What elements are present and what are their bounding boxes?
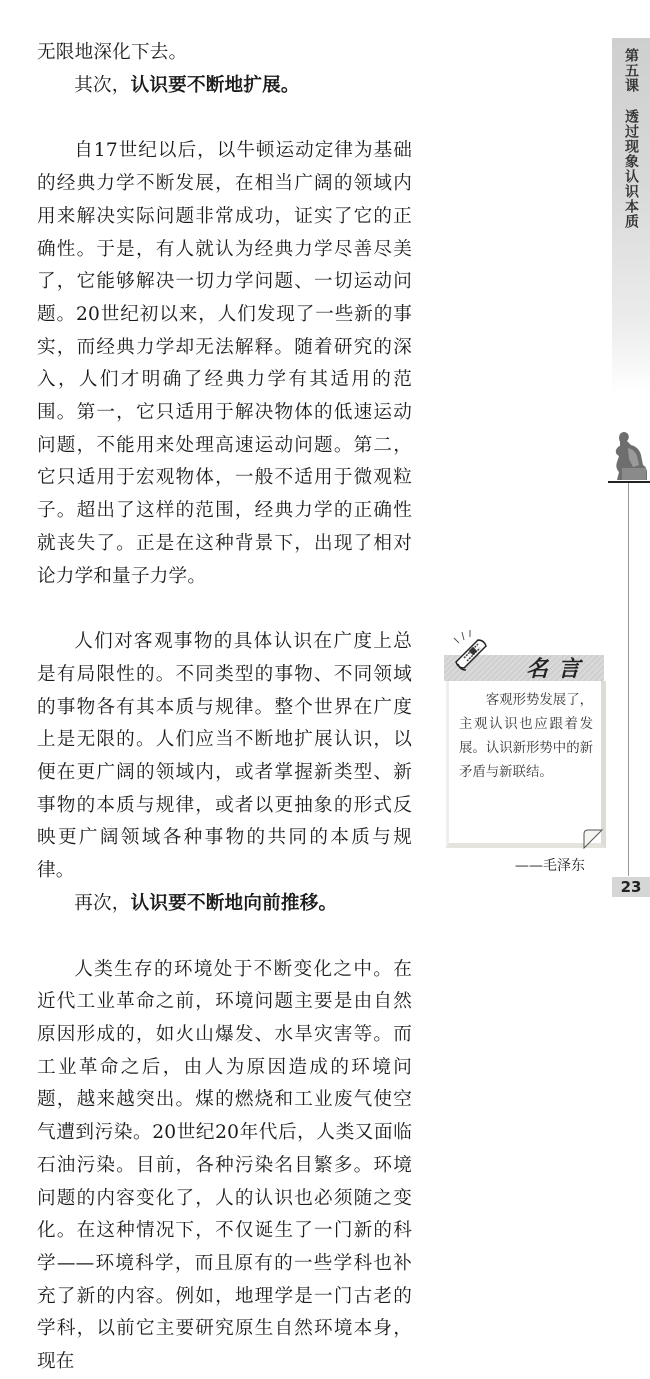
lesson-title: 透过现象认识本质 [623,109,639,229]
main-text-column [37,37,412,1379]
quote-title: 名言 [525,657,590,682]
chapter-tab-text [612,48,650,229]
spacer [37,102,412,135]
body-paragraph-breadth: 人们对客观事物的具体认识在广度上总是有局限性的。不同类型的事物、不同领域的事物各有其本质与规律。整个世界在广度上是无限的。人们应当不断地扩展认识，以便在更广阔的领域内，或者掌握新类型、新事物的本质与规律，或者以更抽象的形式反映更广阔领域各种事物的共同的本质与规律。 [37,631,412,882]
heading-bold-text: 认识要不断地向前推移。 [130,892,338,914]
famous-quote-box [444,628,604,874]
thinker-statue-icon [606,428,650,480]
section-heading-expand [37,70,412,103]
quote-body-box [446,681,606,874]
example-environment: 人类生存的环境处于不断变化之中。在近代工业革命之前，环境问题主要是由自然原因形成的，如火山爆发、水旱灾害等。而工业革命之后，由人为原因造成的环境问题，越来越突出。煤的燃烧和工业废气使空气遭到污染。20世纪20年代后，人类又面临石油污染。目前，各种污染名目繁多。环境问题的内容变化了，人的认识也必须随之变化。在这种情况下，不仅诞生了一门新的科学——环境科学，而且原有的一些学科也补充了新的内容。例如，地理学是一门古老的学科，以前它主要研究原生自然环境本身，现在 [37,958,412,1373]
heading-prefix: 再次， [74,892,131,914]
heading-bold-text: 认识要不断地扩展。 [130,74,300,96]
lesson-label: 第五课 [623,48,639,93]
continued-text: 无限地深化下去。 [37,42,188,63]
spacer [37,593,412,626]
section-heading-advance [37,888,412,921]
quote-text: 客观形势发展了，主观认识也应跟着发展。认识新形势中的新矛盾与新联结。 [459,693,593,780]
heading-prefix: 其次， [74,74,131,96]
example-classical-mechanics: 自17世纪以后，以牛顿运动定律为基础的经典力学不断发展，在相当广阔的领域内用来解决实际问题非常成功，证实了它的正确性。于是，有人就认为经典力学尽善尽美了，它能够解决一切力学问题、一切运动问题。20世纪初以来，人们发现了一些新的事实，而经典力学却无法解释。随着研究的深入，人们才明确了经典力学有其适用的范围。第一，它只适用于解决物体的低速运动问题，不能用来处理高速运动问题。第二，它只适用于宏观物体，一般不适用于微观粒子。超出了这样的范围，经典力学的正确性就丧失了。正是在这种背景下，出现了相对论力学和量子力学。 [37,140,412,587]
sidebar-vertical-rule [628,483,629,876]
sidebar-rule [608,481,650,483]
chapter-tab [612,38,650,393]
spacer [37,921,412,954]
newspaper-icon [448,628,494,674]
quote-author: ——毛泽东 [515,858,585,874]
page-curl-icon [582,828,604,850]
page-number: 23 [612,877,650,897]
